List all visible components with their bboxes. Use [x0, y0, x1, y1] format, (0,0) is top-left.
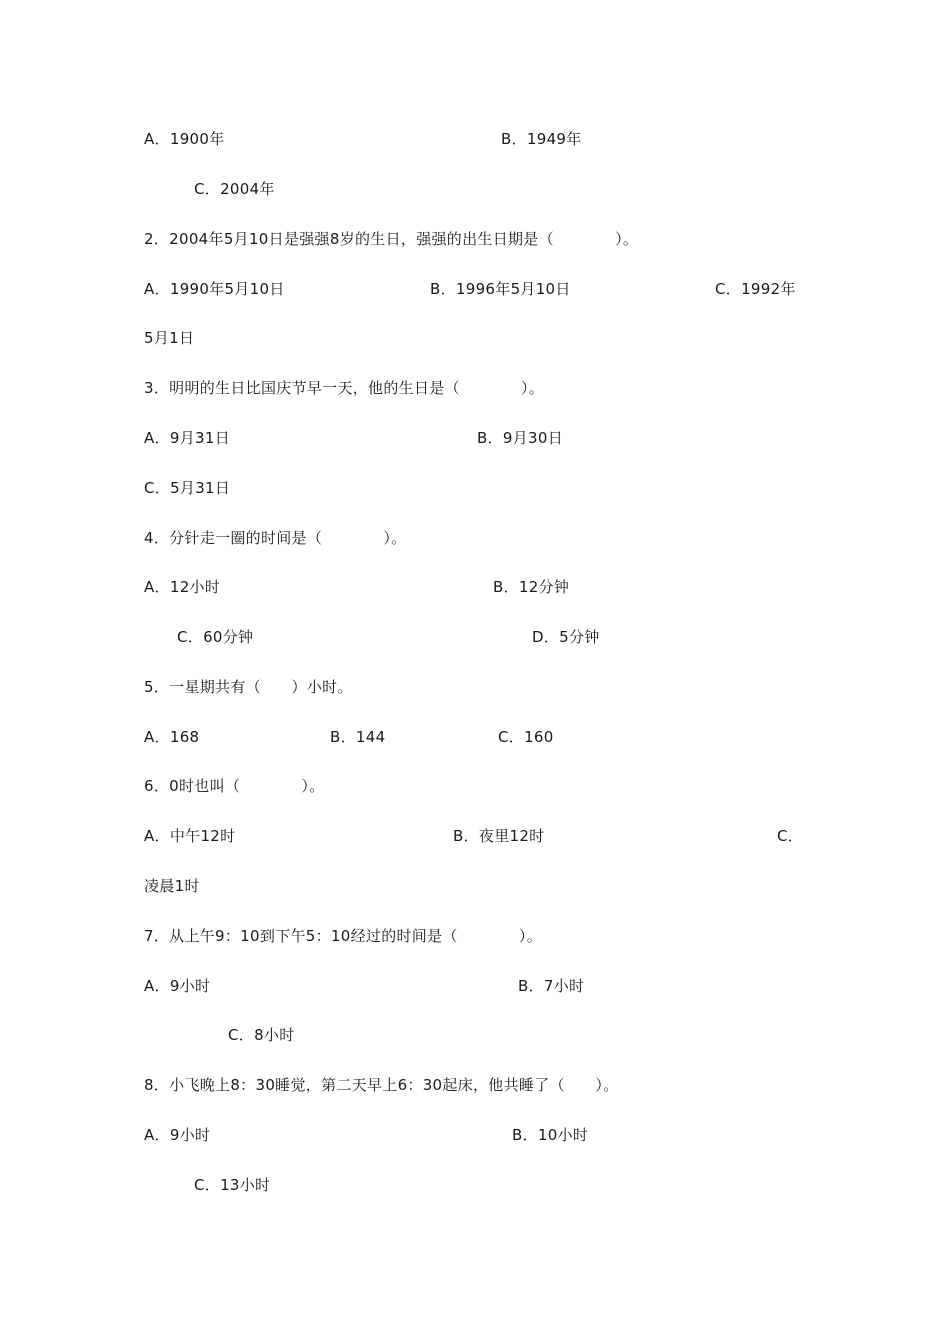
q2-option-b: B．1996年5月10日 — [430, 280, 571, 298]
q4-option-d: D．5分钟 — [532, 628, 600, 646]
q1-option-a: A．1900年 — [144, 130, 225, 148]
q4-option-a: A．12小时 — [144, 578, 221, 596]
q6-stem: 6．0时也叫（ ）。 — [144, 777, 325, 795]
q3-option-c: C．5月31日 — [144, 479, 231, 497]
q5-option-b: B．144 — [330, 728, 386, 746]
q2-stem: 2．2004年5月10日是强强8岁的生日，强强的出生日期是（ ）。 — [144, 230, 639, 248]
q4-option-c: C．60分钟 — [177, 628, 254, 646]
q6-option-b: B．夜里12时 — [453, 827, 545, 845]
q8-stem: 8．小飞晚上8：30睡觉，第二天早上6：30起床，他共睡了（ ）。 — [144, 1076, 619, 1094]
q7-option-a: A．9小时 — [144, 977, 211, 995]
q8-option-c: C．13小时 — [194, 1176, 271, 1194]
q7-stem: 7．从上午9：10到下午5：10经过的时间是（ ）。 — [144, 927, 543, 945]
q1-option-b: B．1949年 — [501, 130, 582, 148]
q1-option-c: C．2004年 — [194, 180, 275, 198]
q5-option-c: C．160 — [498, 728, 554, 746]
q3-option-a: A．9月31日 — [144, 429, 230, 447]
q4-option-b: B．12分钟 — [493, 578, 570, 596]
q2-option-c-continued: 5月1日 — [144, 329, 195, 347]
q5-stem: 5．一星期共有（ ）小时。 — [144, 678, 353, 696]
q3-stem: 3．明明的生日比国庆节早一天，他的生日是（ ）。 — [144, 379, 545, 397]
q8-option-a: A．9小时 — [144, 1126, 211, 1144]
q6-option-a: A．中午12时 — [144, 827, 236, 845]
q4-stem: 4．分针走一圈的时间是（ ）。 — [144, 529, 407, 547]
q3-option-b: B．9月30日 — [477, 429, 564, 447]
q7-option-c: C．8小时 — [228, 1026, 295, 1044]
q5-option-a: A．168 — [144, 728, 200, 746]
q7-option-b: B．7小时 — [518, 977, 585, 995]
q2-option-a: A．1990年5月10日 — [144, 280, 285, 298]
q8-option-b: B．10小时 — [512, 1126, 589, 1144]
q6-option-c: C． — [777, 827, 804, 845]
q2-option-c: C．1992年 — [715, 280, 796, 298]
q6-option-c-continued: 凌晨1时 — [144, 877, 200, 895]
